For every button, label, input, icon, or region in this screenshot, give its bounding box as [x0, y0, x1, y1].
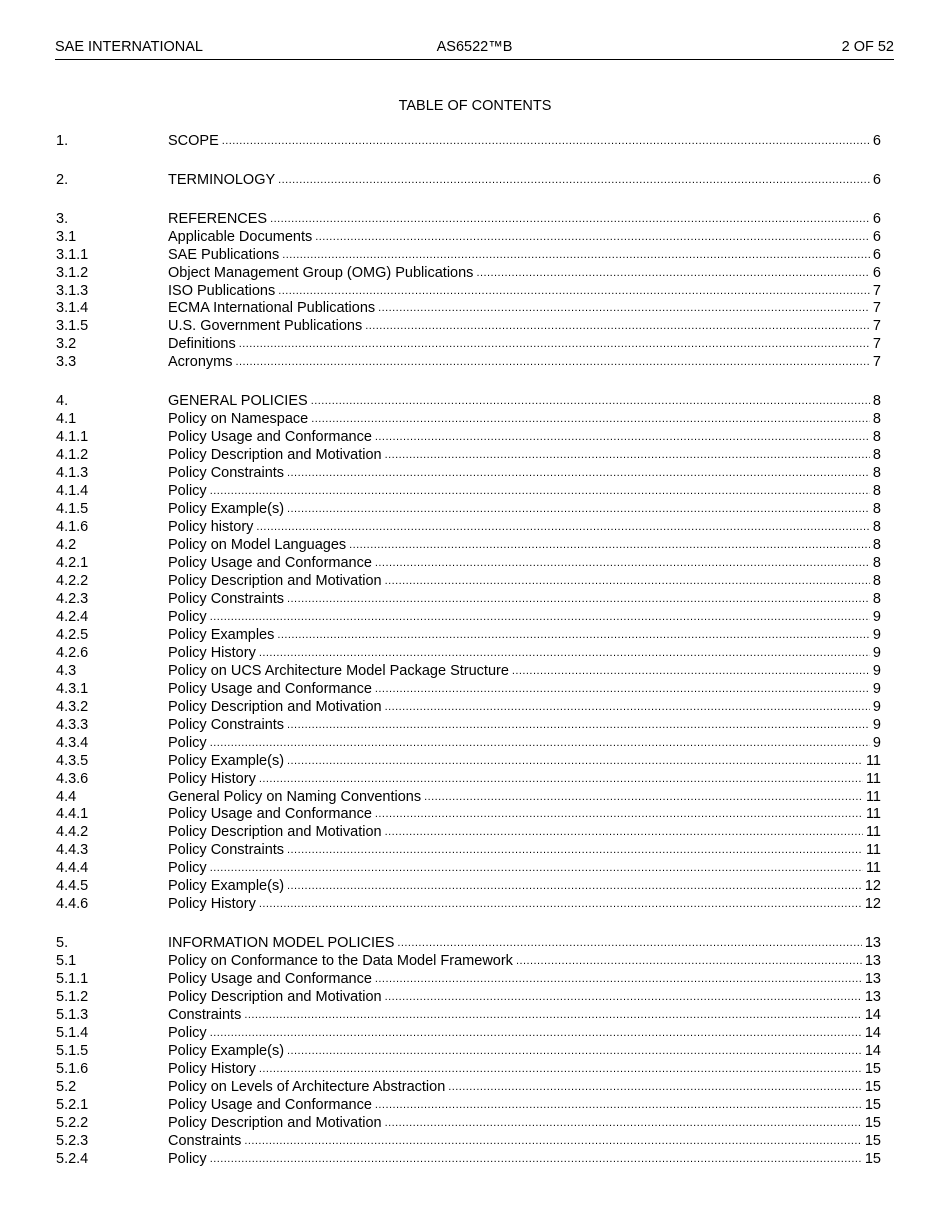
toc-entry[interactable] — [56, 627, 881, 645]
toc-entry-title[interactable]: U.S. Government Publications — [168, 318, 363, 335]
toc-entry-title[interactable]: Policy Example(s) — [168, 501, 285, 517]
toc-dot-leader — [385, 989, 862, 1007]
toc-entry-title[interactable]: Policy Description and Motivation — [168, 698, 382, 715]
toc-entry-title[interactable]: Policy Description and Motivation — [168, 572, 382, 589]
toc-entry-number: 4.3.1 — [56, 680, 89, 697]
toc-dot-leader — [210, 483, 870, 501]
toc-entry-number: 4.1.6 — [56, 518, 89, 535]
toc-dot-leader — [385, 1115, 862, 1133]
toc-entry-page: 9 — [872, 626, 881, 643]
toc-entry-number: 3.1.3 — [56, 282, 89, 299]
toc-entry-title[interactable]: Policy on Levels of Architecture Abstraction — [168, 1078, 446, 1095]
toc-dot-leader — [278, 172, 870, 190]
toc-dot-leader — [259, 771, 863, 789]
toc-entry-page: 9 — [872, 662, 881, 679]
toc-entry-number: 4.4.4 — [56, 860, 89, 877]
toc-entry-number: 5.2.3 — [56, 1132, 89, 1149]
toc-entry-page: 6 — [872, 228, 881, 245]
toc-dot-leader — [210, 1025, 862, 1043]
toc-entry-number: 4.2.4 — [56, 608, 89, 625]
toc-entry-page: 8 — [872, 554, 881, 571]
toc-entry-title[interactable]: Policy Usage and Conformance — [168, 806, 372, 823]
toc-entry-page: 7 — [872, 300, 881, 317]
toc-entry-page: 12 — [864, 878, 881, 895]
toc-entry-number: 5.2.2 — [56, 1114, 89, 1131]
toc-entry-number: 1. — [56, 133, 69, 149]
toc-entry-title[interactable]: Constraints — [168, 1007, 242, 1023]
toc-entry-title[interactable]: SAE Publications — [168, 246, 280, 263]
toc-entry[interactable] — [56, 501, 881, 519]
toc-heading: TABLE OF CONTENTS — [398, 98, 552, 114]
toc-entry-page: 15 — [864, 1060, 881, 1077]
toc-entry-number: 3.2 — [56, 336, 77, 353]
toc-dot-leader — [448, 1079, 862, 1097]
toc-entry-number: 4.3.5 — [56, 752, 89, 769]
toc-entry-title[interactable]: Policy Constraints — [168, 716, 285, 733]
toc-entry-page: 7 — [872, 354, 881, 371]
toc-entry-title[interactable]: Policy on UCS Architecture Model Package Structure — [168, 662, 509, 679]
toc-entry-number: 4.4.5 — [56, 878, 89, 895]
toc-entry-title[interactable]: Policy — [168, 860, 207, 877]
toc-entry-title[interactable]: Policy History — [168, 1060, 256, 1077]
toc-entry-title[interactable]: Policy — [168, 734, 207, 751]
toc-entry[interactable] — [56, 824, 881, 842]
header-organization: SAE INTERNATIONAL — [55, 39, 203, 55]
toc-entry-number: 4.4.2 — [56, 824, 89, 841]
toc-entry-title[interactable]: General Policy on Naming Conventions — [168, 788, 422, 805]
toc-dot-leader — [210, 1151, 862, 1169]
toc-entry[interactable] — [56, 842, 881, 860]
toc-dot-leader — [287, 842, 863, 860]
toc-entry-number: 4.4 — [56, 788, 77, 805]
toc-entry-page: 15 — [864, 1132, 881, 1149]
toc-dot-leader — [210, 860, 863, 878]
toc-entry-title[interactable]: Policy Description and Motivation — [168, 1114, 382, 1131]
toc-entry-title[interactable]: Policy on Model Languages — [168, 536, 347, 553]
toc-entry[interactable] — [56, 789, 881, 807]
toc-entry-title[interactable]: Policy — [168, 483, 207, 500]
toc-dot-leader — [287, 1043, 862, 1061]
toc-entry-page: 8 — [872, 429, 881, 446]
toc-entry-title[interactable]: Object Management Group (OMG) Publications — [168, 264, 474, 281]
toc-entry[interactable] — [56, 555, 881, 573]
toc-entry-title[interactable]: Policy — [168, 608, 207, 625]
toc-entry-title[interactable]: Policy History — [168, 644, 256, 661]
toc-entry[interactable] — [56, 354, 881, 372]
toc-entry[interactable] — [56, 717, 881, 735]
toc-entry-title[interactable]: Policy — [168, 1024, 207, 1041]
toc-dot-leader — [311, 393, 870, 411]
toc-entry-number: 4.2.5 — [56, 626, 89, 643]
toc-entry-page: 8 — [872, 465, 881, 482]
toc-entry-title[interactable]: Policy Usage and Conformance — [168, 971, 372, 988]
toc-dot-leader — [259, 645, 870, 663]
toc-entry[interactable] — [56, 896, 881, 914]
toc-entry-title[interactable]: Policy Examples — [168, 626, 275, 643]
toc-entry[interactable] — [56, 429, 881, 447]
toc-entry-title[interactable]: Policy Usage and Conformance — [168, 429, 372, 446]
toc-entry-number: 3.1.2 — [56, 264, 89, 281]
toc-entry-title[interactable]: Policy Usage and Conformance — [168, 1096, 372, 1113]
toc-entry[interactable] — [56, 537, 881, 555]
toc-entry-page: 11 — [865, 770, 881, 787]
toc-entry-page: 7 — [872, 336, 881, 353]
toc-dot-leader — [210, 735, 870, 753]
toc-entry-page: 9 — [872, 716, 881, 733]
toc-dot-leader — [476, 265, 869, 283]
toc-entry-number: 4.1.3 — [56, 465, 89, 482]
toc-dot-leader — [315, 229, 870, 247]
toc-entry-number: 4.3.4 — [56, 734, 89, 751]
toc-entry-number: 5.1.6 — [56, 1060, 89, 1077]
toc-entry[interactable] — [56, 1043, 881, 1061]
toc-entry-title[interactable]: Policy History — [168, 896, 256, 913]
toc-entry[interactable] — [56, 971, 881, 989]
toc-entry[interactable] — [56, 1025, 881, 1043]
toc-dot-leader — [385, 824, 863, 842]
toc-entry-title[interactable]: Constraints — [168, 1132, 242, 1149]
toc-entry-title[interactable]: GENERAL POLICIES — [168, 393, 308, 410]
toc-dot-leader — [375, 429, 870, 447]
toc-entry-page: 8 — [872, 483, 881, 500]
toc-entry[interactable] — [56, 645, 881, 663]
toc-dot-leader — [287, 878, 862, 896]
toc-entry-number: 4.1.4 — [56, 483, 89, 500]
toc-dot-leader — [375, 555, 870, 573]
toc-entry[interactable] — [56, 1097, 881, 1115]
toc-entry-page: 8 — [872, 590, 881, 607]
toc-entry[interactable] — [56, 591, 881, 609]
toc-entry-page: 14 — [864, 1024, 881, 1041]
toc-entry-title[interactable]: SCOPE — [168, 133, 219, 149]
toc-entry-page: 6 — [872, 246, 881, 263]
toc-dot-leader — [244, 1007, 862, 1025]
toc-dot-leader — [239, 336, 870, 354]
toc-entry-number: 4.4.6 — [56, 896, 89, 913]
toc-entry-page: 13 — [864, 989, 881, 1006]
toc-entry-title[interactable]: REFERENCES — [168, 210, 268, 227]
toc-entry-number: 4.1.1 — [56, 429, 89, 446]
toc-dot-leader — [287, 465, 870, 483]
toc-entry[interactable] — [56, 483, 881, 501]
toc-entry[interactable] — [56, 519, 881, 537]
toc-entry-title[interactable]: Policy Usage and Conformance — [168, 554, 372, 571]
toc-entry-title[interactable]: Policy history — [168, 518, 254, 535]
toc-entry-page: 8 — [872, 447, 881, 464]
toc-entry-page: 13 — [864, 953, 881, 970]
toc-entry-page: 11 — [865, 824, 881, 841]
toc-entry-page: 15 — [864, 1114, 881, 1131]
toc-dot-leader — [385, 447, 870, 465]
toc-entry[interactable] — [56, 336, 881, 354]
toc-entry-title[interactable]: Definitions — [168, 336, 236, 353]
toc-entry-page: 9 — [872, 644, 881, 661]
toc-dot-leader — [516, 953, 862, 971]
toc-entry-title[interactable]: Policy on Namespace — [168, 411, 309, 428]
toc-dot-leader — [375, 806, 863, 824]
toc-entry-page: 15 — [864, 1078, 881, 1095]
toc-entry[interactable] — [56, 753, 881, 771]
toc-entry[interactable] — [56, 681, 881, 699]
toc-entry-number: 5.2 — [56, 1078, 77, 1095]
toc-entry[interactable] — [56, 860, 881, 878]
toc-dot-leader — [365, 318, 870, 336]
toc-entry-number: 3. — [56, 210, 69, 227]
toc-entry-page: 6 — [872, 210, 881, 227]
toc-dot-leader — [287, 753, 863, 771]
toc-entry[interactable] — [56, 989, 881, 1007]
toc-entry-number: 4.2.3 — [56, 590, 89, 607]
toc-entry-page: 6 — [872, 264, 881, 281]
toc-entry-title[interactable]: TERMINOLOGY — [168, 171, 276, 188]
toc-dot-leader — [385, 573, 870, 591]
toc-entry-number: 4.3.3 — [56, 716, 89, 733]
toc-entry-title[interactable]: Policy Description and Motivation — [168, 447, 382, 464]
toc-entry-title[interactable]: ISO Publications — [168, 282, 276, 299]
toc-entry[interactable] — [56, 172, 881, 190]
toc-entry-number: 4.2.2 — [56, 572, 89, 589]
toc-entry[interactable] — [56, 229, 881, 247]
toc-entry[interactable] — [56, 393, 881, 411]
toc-entry[interactable] — [56, 1079, 881, 1097]
toc-entry-title[interactable]: Acronyms — [168, 354, 233, 371]
toc-entry-page: 7 — [872, 282, 881, 299]
toc-entry[interactable] — [56, 465, 881, 483]
toc-entry-number: 5.1.1 — [56, 971, 89, 988]
toc-dot-leader — [235, 354, 869, 372]
toc-entry[interactable] — [56, 663, 881, 681]
toc-entry-title[interactable]: Policy Description and Motivation — [168, 989, 382, 1006]
toc-entry-number: 5.1.3 — [56, 1007, 89, 1023]
toc-entry-title[interactable]: Policy — [168, 1150, 207, 1167]
toc-entry-number: 5.2.4 — [56, 1150, 89, 1167]
toc-entry-number: 4.2.6 — [56, 644, 89, 661]
toc-entry-page: 6 — [872, 171, 881, 188]
toc-dot-leader — [375, 681, 870, 699]
toc-entry-page: 13 — [864, 971, 881, 988]
toc-entry-number: 5.1.4 — [56, 1024, 89, 1041]
toc-entry-title[interactable]: Policy Constraints — [168, 465, 285, 482]
toc-dot-leader — [287, 717, 870, 735]
toc-dot-leader — [282, 247, 870, 265]
toc-entry[interactable] — [56, 735, 881, 753]
toc-entry[interactable] — [56, 133, 881, 151]
toc-entry-page: 8 — [872, 393, 881, 410]
toc-entry[interactable] — [56, 609, 881, 627]
toc-entry-number: 4.1 — [56, 411, 77, 428]
toc-dot-leader — [385, 699, 870, 717]
toc-entry-number: 4.3.2 — [56, 698, 89, 715]
header-page-number: 2 OF 52 — [841, 39, 894, 55]
toc-entry-number: 5.2.1 — [56, 1096, 89, 1113]
toc-entry-page: 11 — [865, 752, 881, 769]
toc-entry-title[interactable]: ECMA International Publications — [168, 300, 376, 317]
toc-entry[interactable] — [56, 878, 881, 896]
toc-entry-number: 3.1.1 — [56, 246, 89, 263]
toc-dot-leader — [512, 663, 870, 681]
toc-entry-number: 3.1 — [56, 228, 77, 245]
toc-entry-title[interactable]: Policy on Conformance to the Data Model Framework — [168, 953, 513, 970]
toc-entry-number: 3.1.4 — [56, 300, 89, 317]
toc-entry-page: 11 — [865, 860, 881, 877]
toc-dot-leader — [375, 1097, 862, 1115]
toc-entry-number: 5.1.2 — [56, 989, 89, 1006]
toc-entry-page: 9 — [872, 680, 881, 697]
toc-entry[interactable] — [56, 265, 881, 283]
toc-dot-leader — [378, 300, 870, 318]
toc-entry[interactable] — [56, 1007, 881, 1025]
toc-entry-page: 11 — [865, 788, 881, 805]
toc-dot-leader — [259, 896, 862, 914]
toc-entry[interactable] — [56, 699, 881, 717]
table-of-contents — [56, 133, 881, 1169]
toc-dot-leader — [424, 789, 863, 807]
toc-dot-leader — [375, 971, 862, 989]
toc-entry[interactable] — [56, 573, 881, 591]
toc-entry-page: 9 — [872, 734, 881, 751]
toc-entry-number: 4.2.1 — [56, 554, 89, 571]
toc-entry-number: 3.1.5 — [56, 318, 89, 335]
toc-entry-number: 4.4.1 — [56, 806, 89, 823]
toc-entry-page: 8 — [872, 536, 881, 553]
toc-entry[interactable] — [56, 771, 881, 789]
page-header — [55, 38, 894, 60]
toc-entry-number: 4.1.2 — [56, 447, 89, 464]
toc-entry[interactable] — [56, 953, 881, 971]
toc-entry[interactable] — [56, 283, 881, 301]
toc-entry-number: 4.3 — [56, 662, 77, 679]
toc-entry[interactable] — [56, 935, 881, 953]
toc-entry-page: 7 — [872, 318, 881, 335]
toc-entry-title[interactable]: Policy History — [168, 770, 256, 787]
toc-entry-title[interactable]: Policy Constraints — [168, 842, 285, 859]
toc-entry-title[interactable]: Policy Example(s) — [168, 878, 285, 895]
toc-entry-page: 9 — [872, 608, 881, 625]
toc-entry[interactable] — [56, 806, 881, 824]
toc-dot-leader — [349, 537, 870, 555]
toc-entry-page: 15 — [864, 1096, 881, 1113]
toc-entry-page: 8 — [872, 572, 881, 589]
toc-entry-page: 8 — [872, 518, 881, 535]
toc-dot-leader — [277, 627, 870, 645]
toc-entry[interactable] — [56, 1061, 881, 1079]
toc-entry-number: 4.3.6 — [56, 770, 89, 787]
toc-entry-title[interactable]: INFORMATION MODEL POLICIES — [168, 935, 395, 952]
toc-dot-leader — [270, 211, 870, 229]
toc-entry[interactable] — [56, 1151, 881, 1169]
toc-entry-page: 6 — [872, 133, 881, 149]
toc-entry-number: 4. — [56, 393, 69, 410]
toc-entry[interactable] — [56, 318, 881, 336]
toc-entry-title[interactable]: Policy Usage and Conformance — [168, 680, 372, 697]
toc-entry-page: 9 — [872, 698, 881, 715]
toc-entry-number: 3.3 — [56, 354, 77, 371]
toc-entry-number: 5. — [56, 935, 69, 952]
toc-dot-leader — [278, 283, 870, 301]
toc-entry-title[interactable]: Applicable Documents — [168, 228, 313, 245]
toc-dot-leader — [210, 609, 870, 627]
toc-entry[interactable] — [56, 300, 881, 318]
toc-entry-number: 4.4.3 — [56, 842, 89, 859]
header-document-id: AS6522™B — [436, 39, 513, 55]
toc-dot-leader — [397, 935, 861, 953]
toc-dot-leader — [244, 1133, 862, 1151]
toc-dot-leader — [222, 133, 870, 151]
toc-entry[interactable] — [56, 1115, 881, 1133]
toc-entry-page: 12 — [864, 896, 881, 913]
toc-entry-page: 8 — [872, 411, 881, 428]
toc-entry-number: 4.1.5 — [56, 501, 89, 517]
toc-entry-page: 14 — [864, 1042, 881, 1059]
toc-entry-page: 13 — [864, 935, 881, 952]
toc-entry-page: 11 — [865, 806, 881, 823]
toc-entry-page: 14 — [864, 1007, 881, 1023]
toc-entry[interactable] — [56, 1133, 881, 1151]
toc-entry-page: 8 — [872, 501, 881, 517]
toc-dot-leader — [311, 411, 870, 429]
toc-entry-title[interactable]: Policy Description and Motivation — [168, 824, 382, 841]
toc-entry-title[interactable]: Policy Example(s) — [168, 752, 285, 769]
toc-entry-number: 2. — [56, 171, 69, 188]
toc-entry[interactable] — [56, 247, 881, 265]
toc-dot-leader — [287, 591, 870, 609]
toc-dot-leader — [256, 519, 870, 537]
toc-entry-number: 5.1.5 — [56, 1042, 89, 1059]
toc-entry-number: 5.1 — [56, 953, 77, 970]
toc-entry[interactable] — [56, 411, 881, 429]
toc-entry-title[interactable]: Policy Example(s) — [168, 1042, 285, 1059]
toc-dot-leader — [259, 1061, 862, 1079]
toc-entry[interactable] — [56, 447, 881, 465]
toc-entry[interactable] — [56, 211, 881, 229]
toc-dot-leader — [287, 501, 870, 519]
toc-entry-title[interactable]: Policy Constraints — [168, 590, 285, 607]
toc-entry-page: 11 — [865, 842, 881, 859]
toc-entry-number: 4.2 — [56, 536, 77, 553]
toc-entry-page: 15 — [864, 1150, 881, 1167]
